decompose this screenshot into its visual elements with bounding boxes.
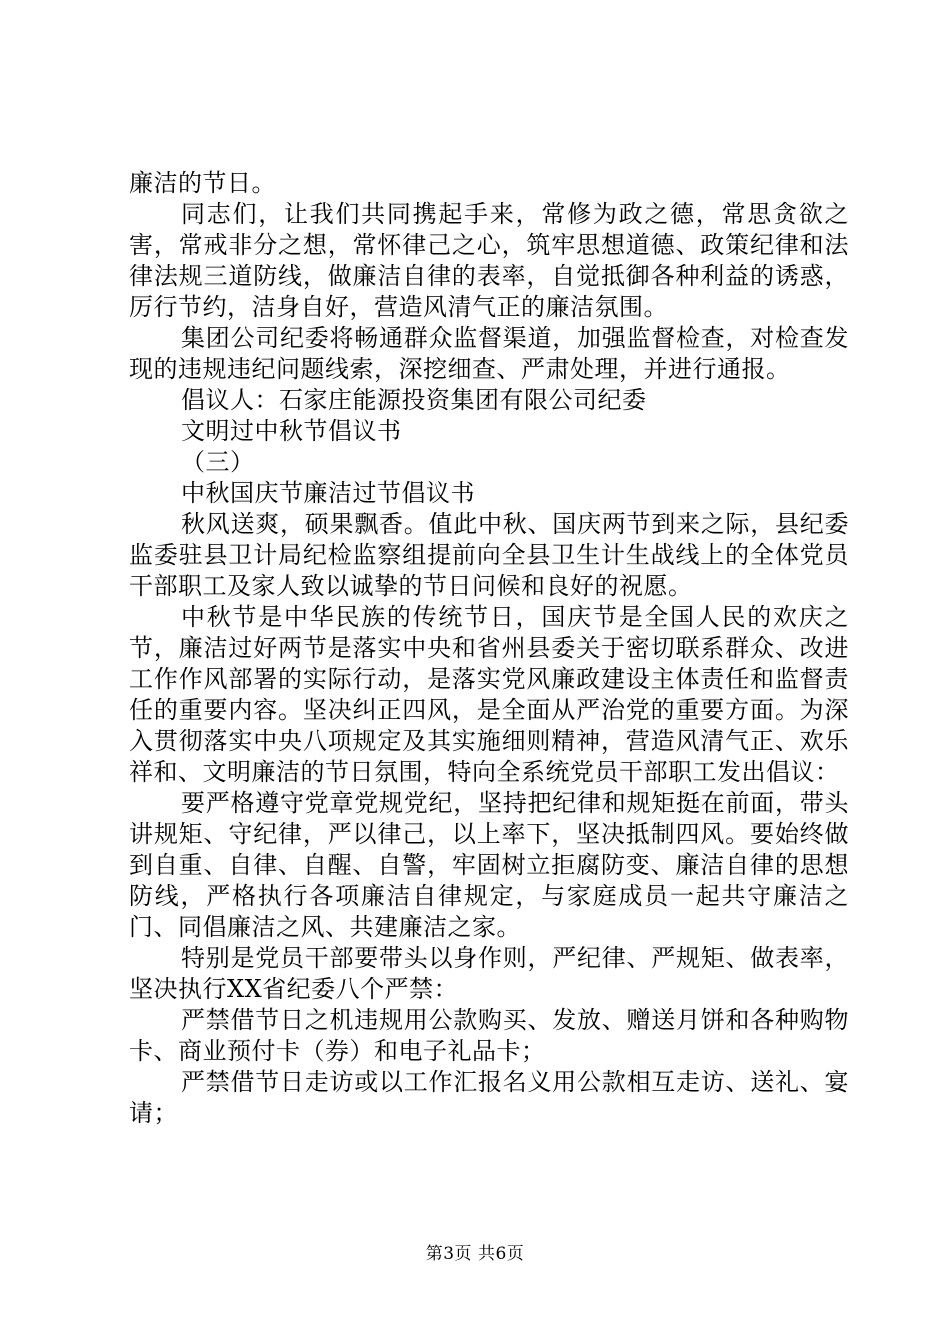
section-number: （三） xyxy=(181,448,255,476)
paragraph: 集团公司纪委将畅通群众监督渠道，加强监督检查，对检查发现的违规违纪问题线索，深挖细查、严肃处理，并进行通报。 xyxy=(129,324,849,383)
paragraph: 严禁借节日走访或以工作汇报名义用公款相互走访、送礼、宴请； xyxy=(129,1068,849,1127)
paragraph: 要严格遵守党章党规党纪，坚持把纪律和规矩挺在前面，带头讲规矩、守纪律，严以律己，以上率下，坚决抵制四风。要始终做到自重、自律、自醒、自警，牢固树立拒腐防变、廉洁自律的思想防线，严格执行各项廉洁自律规定，与家庭成员一起共守廉洁之门、同倡廉洁之风、共建廉洁之家。 xyxy=(129,789,849,941)
paragraph: 同志们，让我们共同携起手来，常修为政之德，常思贪欲之害，常戒非分之想，常怀律己之心，筑牢思想道德、政策纪律和法律法规三道防线，做廉洁自律的表率，自觉抵御各种利益的诱惑，厉行节约，洁身自好，营造风清气正的廉洁氛围。 xyxy=(129,200,849,321)
section-title: 文明过中秋节倡议书 xyxy=(181,417,402,445)
document-body xyxy=(129,168,849,1129)
paragraph: 秋风送爽，硕果飘香。值此中秋、国庆两节到来之际，县纪委监委驻县卫计局纪检监察组提前向全县卫生计生战线上的全体党员干部职工及家人致以诚挚的节日问候和良好的祝愿。 xyxy=(129,510,849,600)
paragraph: 特别是党员干部要带头以身作则，严纪律、严规矩、做表率，坚决执行XX省纪委八个严禁： xyxy=(129,944,849,1003)
paragraph: 廉洁的节日。 xyxy=(129,169,276,197)
paragraph: 严禁借节日之机违规用公款购买、发放、赠送月饼和各种购物卡、商业预付卡（券）和电子礼品卡； xyxy=(129,1006,849,1065)
paragraph: 中秋节是中华民族的传统节日，国庆节是全国人民的欢庆之节，廉洁过好两节是落实中央和省州县委关于密切联系群众、改进工作作风部署的实际行动，是落实党风廉政建设主体责任和监督责任的重要内容。坚决纠正四风，是全面从严治党的重要方面。为深入贯彻落实中央八项规定及其实施细则精神，营造风清气正、欢乐祥和、文明廉洁的节日氛围，特向全系统党员干部职工发出倡议： xyxy=(129,603,849,786)
signature-line: 倡议人：石家庄能源投资集团有限公司纪委 xyxy=(181,386,647,414)
section-title: 中秋国庆节廉洁过节倡议书 xyxy=(181,479,475,507)
page-footer: 第3页 共6页 xyxy=(425,1244,525,1264)
